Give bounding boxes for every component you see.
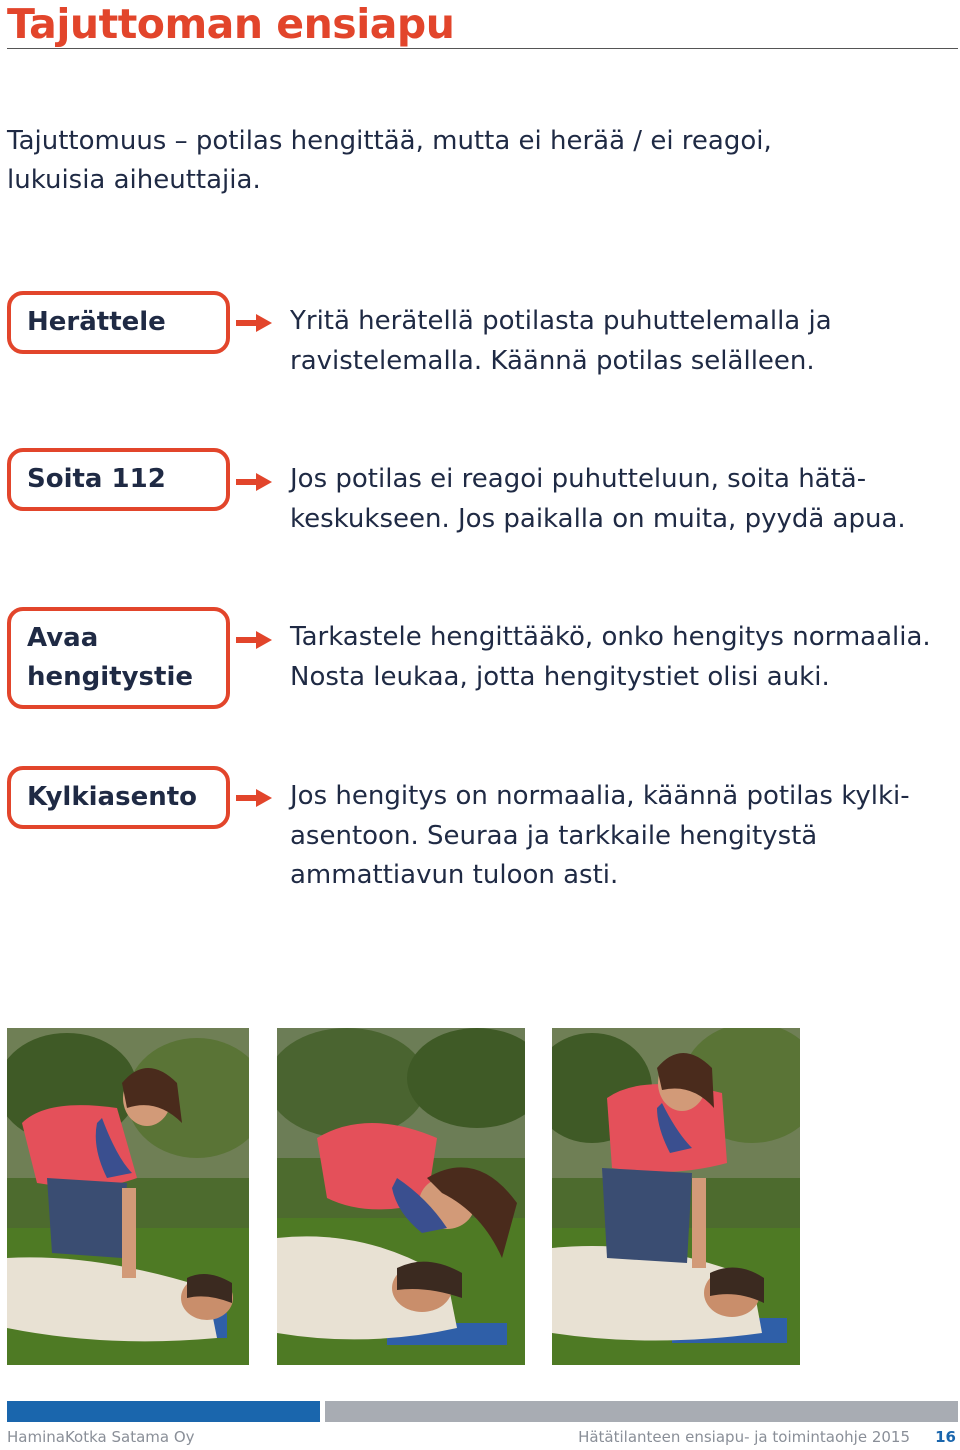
step-text-line: ravistelemalla. Käännä potilas selälleen. [290,345,815,376]
step-label-box-herattele [7,291,230,354]
step-label: Soita 112 [27,464,166,494]
step-text-line: Yritä herätellä potilasta puhuttelemalla ja [290,306,832,336]
intro-paragraph [7,122,907,200]
step-label-box-soita-112 [7,448,230,511]
step-label-box-avaa-hengitystie [7,607,230,709]
page-title: Tajuttoman ensiapu [7,0,455,48]
step-text-line: ammattiavun tuloon asti. [290,860,619,890]
step-description [290,302,950,381]
footer-bar-grey [325,1401,958,1422]
step-label-box-kylkiasento [7,766,230,829]
step-label: Kylkiasento [27,782,198,812]
step-label: hengitystie [27,662,194,692]
step-description [290,460,950,539]
page-number: 16 [935,1428,956,1446]
step-text-line: Jos hengitys on normaalia, käännä potilas kylki- [290,781,910,811]
arrow-right-icon [236,473,272,491]
title-divider [7,48,958,49]
step-text-line: keskukseen. Jos paikalla on muita, pyydä apua. [290,503,906,534]
arrow-right-icon [236,631,272,649]
footer-bar-blue [7,1401,320,1422]
step-text-line: Nosta leukaa, jotta hengitystiet olisi auki. [290,661,830,692]
photo-chest-compression [7,1028,249,1365]
step-description [290,618,950,697]
arrow-right-icon [236,789,272,807]
step-text-line: Tarkastele hengittääkö, onko hengitys normaalia. [290,622,931,652]
step-text-line: asentoon. Seuraa ja tarkkaile hengitystä [290,820,818,851]
intro-line: lukuisia aiheuttajia. [7,165,261,195]
arrow-right-icon [236,314,272,332]
photo-recovery-position [552,1028,800,1365]
step-label: Avaa [27,623,99,653]
footer-document-title: Hätätilanteen ensiapu- ja toimintaohje 2015 [578,1428,910,1446]
intro-line: Tajuttomuus – potilas hengittää, mutta ei herää / ei reagoi, [7,126,772,156]
photo-airway-check [277,1028,525,1365]
step-label: Herättele [27,307,166,337]
step-description [290,777,950,896]
footer-company: HaminaKotka Satama Oy [7,1428,195,1446]
step-text-line: Jos potilas ei reagoi puhutteluun, soita hätä- [290,464,867,494]
